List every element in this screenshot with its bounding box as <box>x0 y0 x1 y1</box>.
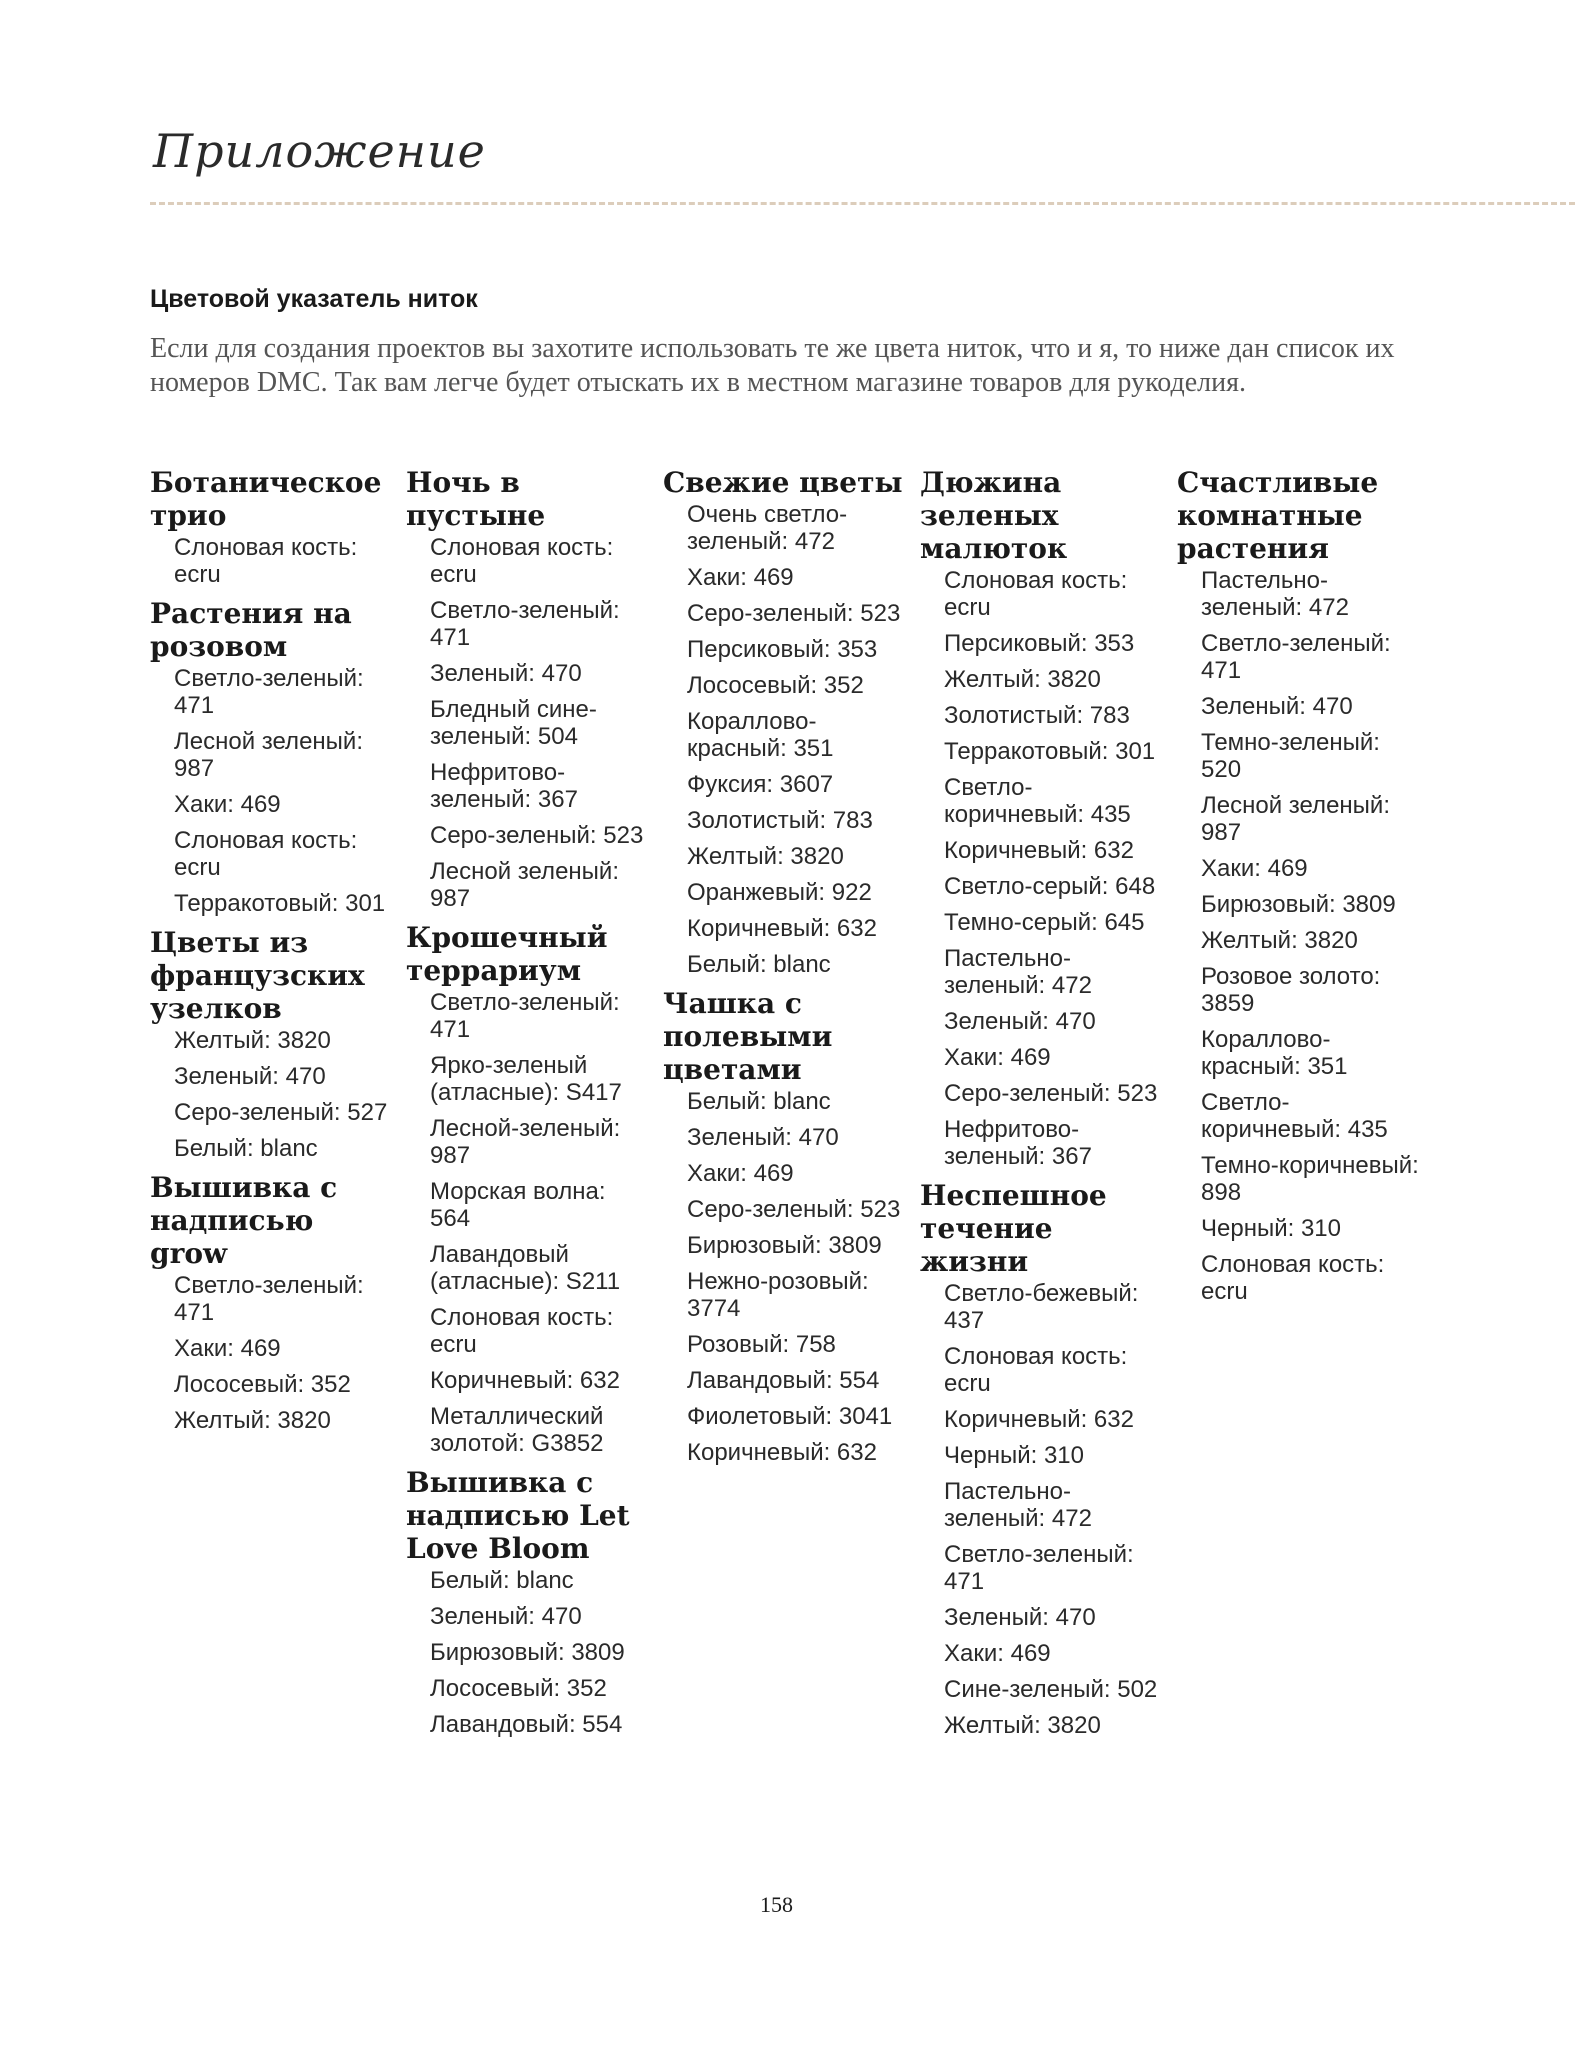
thread-group <box>150 1171 396 1434</box>
thread-item: Очень светло-зеленый: 472 <box>687 501 848 555</box>
thread-item: Терракотовый: 301 <box>944 738 1156 765</box>
thread-item: Лесной зеленый: 987 <box>430 858 619 912</box>
thread-item: Хаки: 469 <box>687 1160 794 1187</box>
thread-item: Хаки: 469 <box>944 1044 1051 1071</box>
thread-item: Светло-зеленый: 471 <box>174 1272 364 1326</box>
thread-item: Нежно-розовый: 3774 <box>687 1268 869 1322</box>
thread-item: Коричневый: 632 <box>944 837 1134 864</box>
thread-item: Темно-зеленый: 520 <box>1201 729 1380 783</box>
thread-item: Светло-зеленый: 471 <box>430 597 620 651</box>
thread-group <box>406 1466 652 1738</box>
thread-item: Светло-коричневый: 435 <box>1201 1089 1388 1143</box>
thread-column-4 <box>920 466 1166 1748</box>
thread-group-title: Цветы из французских узелков <box>150 926 365 1025</box>
thread-list <box>150 1027 396 1162</box>
thread-item: Желтый: 3820 <box>174 1407 331 1434</box>
thread-item: Коричневый: 632 <box>944 1406 1134 1433</box>
thread-item: Светло-бежевый: 437 <box>944 1280 1139 1334</box>
thread-item: Желтый: 3820 <box>1201 927 1358 954</box>
thread-item: Кораллово-красный: 351 <box>687 708 834 762</box>
thread-list <box>150 1272 396 1434</box>
thread-item: Розовый: 758 <box>687 1331 836 1358</box>
thread-item: Слоновая кость: ecru <box>430 1304 614 1358</box>
thread-item: Белый: blanc <box>174 1135 318 1162</box>
thread-item: Слоновая кость: ecru <box>944 567 1128 621</box>
section-heading: Цветовой указатель ниток <box>150 285 478 313</box>
thread-item: Ярко-зеленый (атласные): S417 <box>430 1052 622 1106</box>
thread-column-1 <box>150 466 396 1443</box>
thread-item: Хаки: 469 <box>174 1335 281 1362</box>
thread-item: Оранжевый: 922 <box>687 879 872 906</box>
thread-item: Слоновая кость: ecru <box>944 1343 1128 1397</box>
thread-group-title: Неспешное течение жизни <box>920 1179 1107 1278</box>
thread-group <box>663 466 909 978</box>
thread-group <box>663 987 909 1466</box>
thread-item: Зеленый: 470 <box>1201 693 1353 720</box>
thread-item: Сине-зеленый: 502 <box>944 1676 1158 1703</box>
intro-paragraph: Если для создания проектов вы захотите использовать те же цвета ниток, что и я, то ниже дан список их номеров DMC. Так вам легче будет отыскать их в местном магазине товаров для рукоделия. <box>150 333 1395 398</box>
thread-item: Серо-зеленый: 523 <box>687 600 901 627</box>
thread-list <box>406 1567 652 1738</box>
thread-item: Коричневый: 632 <box>687 1439 877 1466</box>
thread-item: Бирюзовый: 3809 <box>1201 891 1396 918</box>
thread-group <box>920 1179 1166 1739</box>
thread-item: Зеленый: 470 <box>174 1063 326 1090</box>
thread-item: Хаки: 469 <box>174 791 281 818</box>
thread-item: Темно-коричневый: 898 <box>1201 1152 1419 1206</box>
thread-item: Серо-зеленый: 527 <box>174 1099 388 1126</box>
thread-item: Зеленый: 470 <box>430 1603 582 1630</box>
thread-item: Бледный сине-зеленый: 504 <box>430 696 597 750</box>
thread-list <box>1177 567 1423 1305</box>
thread-item: Зеленый: 470 <box>430 660 582 687</box>
thread-group-title: Вышивка с надписью grow <box>150 1171 338 1270</box>
thread-item: Слоновая кость: ecru <box>174 534 358 588</box>
thread-group <box>150 926 396 1162</box>
thread-group <box>150 466 396 588</box>
thread-item: Лавандовый: 554 <box>430 1711 623 1738</box>
thread-item: Лососевый: 352 <box>687 672 864 699</box>
thread-column-3 <box>663 466 909 1475</box>
thread-group-title: Ночь в пустыне <box>406 466 546 532</box>
thread-item: Пастельно-зеленый: 472 <box>1201 567 1349 621</box>
thread-column-2 <box>406 466 652 1747</box>
thread-item: Светло-серый: 648 <box>944 873 1156 900</box>
thread-item: Желтый: 3820 <box>944 666 1101 693</box>
thread-item: Хаки: 469 <box>944 1640 1051 1667</box>
thread-item: Зеленый: 470 <box>944 1604 1096 1631</box>
thread-column-5 <box>1177 466 1423 1314</box>
title-divider <box>150 202 1575 205</box>
thread-group-title: Вышивка с надписью Let Love Bloom <box>406 1466 630 1565</box>
thread-item: Хаки: 469 <box>687 564 794 591</box>
thread-item: Розовое золото: 3859 <box>1201 963 1381 1017</box>
thread-list <box>920 1280 1166 1739</box>
thread-item: Пастельно-зеленый: 472 <box>944 1478 1092 1532</box>
thread-item: Терракотовый: 301 <box>174 890 386 917</box>
thread-item: Фуксия: 3607 <box>687 771 834 798</box>
thread-item: Светло-зеленый: 471 <box>1201 630 1391 684</box>
thread-item: Черный: 310 <box>1201 1215 1341 1242</box>
thread-item: Слоновая кость: ecru <box>1201 1251 1385 1305</box>
thread-group-title: Крошечный террариум <box>406 921 608 987</box>
thread-item: Лавандовый: 554 <box>687 1367 880 1394</box>
thread-item: Пастельно-зеленый: 472 <box>944 945 1092 999</box>
thread-item: Кораллово-красный: 351 <box>1201 1026 1348 1080</box>
thread-item: Серо-зеленый: 523 <box>687 1196 901 1223</box>
thread-item: Лесной зеленый: 987 <box>174 728 363 782</box>
thread-item: Хаки: 469 <box>1201 855 1308 882</box>
thread-item: Лососевый: 352 <box>174 1371 351 1398</box>
thread-group-title: Чашка с полевыми цветами <box>663 987 833 1086</box>
thread-item: Светло-зеленый: 471 <box>944 1541 1134 1595</box>
thread-item: Бирюзовый: 3809 <box>687 1232 882 1259</box>
thread-item: Светло-зеленый: 471 <box>174 665 364 719</box>
thread-item: Лесной зеленый: 987 <box>1201 792 1390 846</box>
page-title: Приложение <box>153 124 486 178</box>
thread-list <box>406 534 652 912</box>
thread-item: Металлический золотой: G3852 <box>430 1403 604 1457</box>
thread-item: Белый: blanc <box>687 1088 831 1115</box>
thread-item: Лесной-зеленый: 987 <box>430 1115 621 1169</box>
thread-item: Черный: 310 <box>944 1442 1084 1469</box>
thread-item: Светло-зеленый: 471 <box>430 989 620 1043</box>
thread-item: Лавандовый (атласные): S211 <box>430 1241 621 1295</box>
thread-group <box>920 466 1166 1170</box>
thread-item: Морская волна: 564 <box>430 1178 606 1232</box>
thread-group <box>1177 466 1423 1305</box>
thread-group-title: Дюжина зеленых малюток <box>920 466 1068 565</box>
thread-item: Золотистый: 783 <box>687 807 873 834</box>
thread-item: Нефритово-зеленый: 367 <box>430 759 578 813</box>
thread-item: Белый: blanc <box>687 951 831 978</box>
thread-item: Бирюзовый: 3809 <box>430 1639 625 1666</box>
thread-item: Персиковый: 353 <box>944 630 1135 657</box>
thread-item: Слоновая кость: ecru <box>430 534 614 588</box>
thread-item: Желтый: 3820 <box>944 1712 1101 1739</box>
thread-group <box>406 921 652 1457</box>
thread-item: Белый: blanc <box>430 1567 574 1594</box>
thread-item: Желтый: 3820 <box>687 843 844 870</box>
thread-item: Серо-зеленый: 523 <box>944 1080 1158 1107</box>
thread-group <box>150 597 396 917</box>
thread-list <box>663 1088 909 1466</box>
thread-group-title: Растения на розовом <box>150 597 352 663</box>
thread-group-title: Счастливые комнатные растения <box>1177 466 1379 565</box>
thread-item: Слоновая кость: ecru <box>174 827 358 881</box>
thread-item: Желтый: 3820 <box>174 1027 331 1054</box>
thread-item: Темно-серый: 645 <box>944 909 1145 936</box>
thread-item: Серо-зеленый: 523 <box>430 822 644 849</box>
thread-list <box>663 501 909 978</box>
thread-item: Персиковый: 353 <box>687 636 878 663</box>
thread-item: Коричневый: 632 <box>687 915 877 942</box>
thread-item: Нефритово-зеленый: 367 <box>944 1116 1092 1170</box>
thread-item: Коричневый: 632 <box>430 1367 620 1394</box>
thread-item: Фиолетовый: 3041 <box>687 1403 893 1430</box>
thread-list <box>920 567 1166 1170</box>
thread-item: Лососевый: 352 <box>430 1675 607 1702</box>
thread-list <box>150 534 396 588</box>
page-number: 158 <box>760 1892 793 1917</box>
thread-item: Золотистый: 783 <box>944 702 1130 729</box>
thread-list <box>150 665 396 917</box>
thread-item: Зеленый: 470 <box>944 1008 1096 1035</box>
thread-group <box>406 466 652 912</box>
thread-group-title: Ботаническое трио <box>150 466 382 532</box>
thread-item: Зеленый: 470 <box>687 1124 839 1151</box>
thread-item: Светло-коричневый: 435 <box>944 774 1131 828</box>
thread-list <box>406 989 652 1457</box>
thread-group-title: Свежие цветы <box>663 466 903 499</box>
